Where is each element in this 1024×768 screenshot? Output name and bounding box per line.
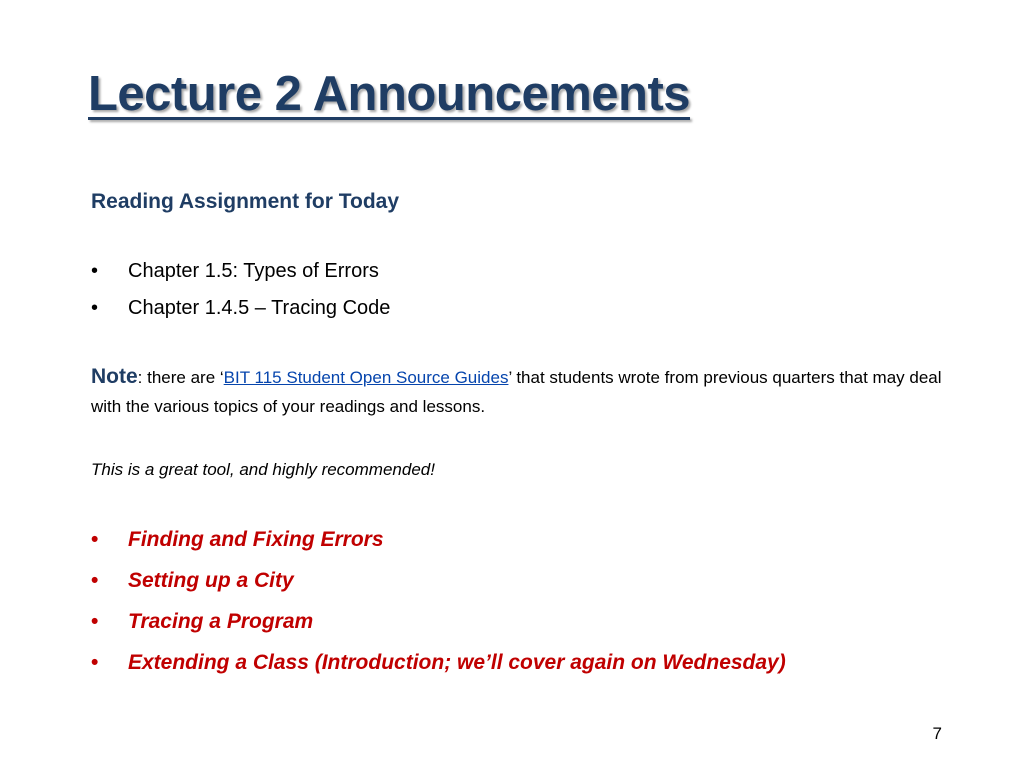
bullet-icon: • [91,610,99,633]
slide-title: Lecture 2 Announcements [88,67,691,121]
bullet-icon: • [91,260,99,282]
bullet-icon: • [91,651,99,674]
note-text-after-link: ’ that students wrote from previous quarters that may deal with the various topics of your readings and lessons. [91,368,942,416]
reading-item-label: Chapter 1.4.5 – Tracing Code [128,297,391,319]
reading-item-label: Chapter 1.5: Types of Errors [128,260,379,282]
lesson-item-label: Finding and Fixing Errors [128,528,384,551]
list-item [91,526,786,567]
list-item [91,608,786,649]
bullet-icon: • [91,297,99,319]
lesson-item-label: Extending a Class (Introduction; we’ll cover again on Wednesday) [128,651,786,674]
note-text-before-link: : there are ‘ [137,368,224,387]
list-item [91,567,786,608]
reading-list [91,257,390,331]
reading-assignment-heading: Reading Assignment for Today [91,190,400,213]
student-guides-link[interactable]: BIT 115 Student Open Source Guides [223,368,509,387]
note-label: Note [91,365,138,388]
list-item [91,294,390,331]
bullet-icon: • [91,528,99,551]
list-item [91,257,390,294]
page-number: 7 [932,724,942,743]
recommendation-text: This is a great tool, and highly recommended! [91,460,435,479]
note-paragraph [91,362,951,421]
bullet-icon: • [91,569,99,592]
list-item [91,649,786,690]
lesson-item-label: Tracing a Program [128,610,314,633]
lesson-item-label: Setting up a City [128,569,294,592]
lesson-list [91,526,786,690]
